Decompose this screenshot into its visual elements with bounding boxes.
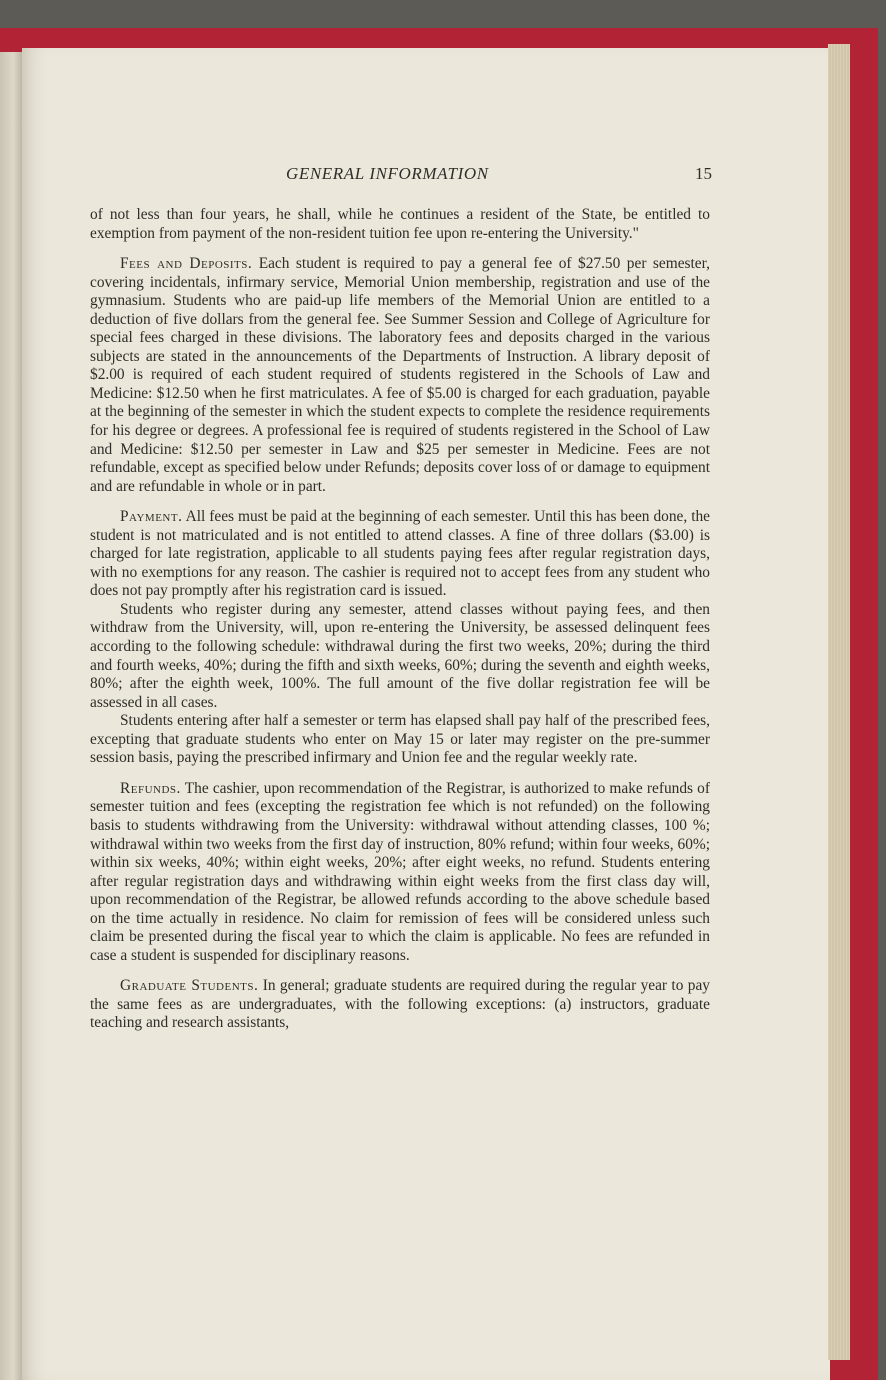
paragraph-payment [90, 508, 710, 601]
page-number: 15 [695, 164, 712, 183]
section-heading: Payment. [120, 508, 183, 526]
facing-page-edge [0, 52, 22, 1380]
paragraph-text: Each student is required to pay a general fee of $27.50 per semester, covering incidentals, infirmary service, Memorial Union membership, registration and use of the gymnasium. Students who are paid-up life members of the Memorial Union are entitled to a deduction of five dollars from the general fee. See Summer Session and College of Agriculture for special fees charged in these divisions. The laboratory fees and deposits charged in the various subjects are stated in the announcements of the Departments of Instruction. A library deposit of $2.00 is required of each student required of students registered in the Schools of Law and Medicine: $12.50 when he first matriculates. A fee of $5.00 is charged for each graduation, payable at the beginning of the semester in which the student expects to complete the residence requirements for his degree or degrees. A professional fee is required of students registered in the School of Law and Medicine: $12.50 per semester in Law and $25 per semester in Medicine. Fees are not refundable, except as specified below under Refunds; deposits cover loss of or damage to equipment and are refundable in whole or in part. [90, 255, 710, 495]
paragraph-text: All fees must be paid at the beginning of each semester. Until this has been done, the student is not matriculated and is not entitled to attend classes. A fine of three dollars ($3.00) is charged for late registration, applicable to all students paying fees after regular registration days, with no exemptions for any reason. The cashier is required not to accept fees from any student who does not pay promptly after his registration card is issued. [90, 508, 711, 600]
section-heading: Refunds. [120, 779, 181, 797]
section-heading: Fees and Deposits. [120, 255, 253, 273]
page-header [90, 164, 712, 188]
paragraph-text: In general; graduate students are required during the regular year to pay the same fees as are undergraduates, with the following exceptions: (a) instructors, graduate teaching and research assistants, [90, 977, 711, 1032]
paragraph-text: of not less than four years, he shall, while he continues a resident of the State, be entitled to exemption from payment of the non-resident tuition fee upon re-entering the University." [90, 206, 710, 242]
paragraph-late-entry [90, 712, 710, 768]
paragraph-refunds [90, 780, 710, 965]
paragraph-fees-and-deposits [90, 255, 710, 496]
paragraph-delinquent-fees [90, 601, 710, 712]
section-heading: Graduate Students. [120, 977, 259, 995]
paragraph-text: Students who register during any semester, attend classes without paying fees, and then withdraw from the University, will, upon re-entering the University, be assessed delinquent fees according to the following schedule: withdrawal during the first two weeks, 20%; during the third and fourth weeks, 40%; during the fifth and sixth weeks, 60%; during the seventh and eighth weeks, 80%; after the eighth week, 100%. The full amount of the five dollar registration fee will be assessed in all cases. [90, 600, 710, 711]
paragraph-text: Students entering after half a semester or term has elapsed shall pay half of the prescribed fees, excepting that graduate students who enter on May 15 or later may register on the pre-summer session basis, paying the prescribed infirmary and Union fee and the regular weekly rate. [90, 712, 710, 767]
running-head: GENERAL INFORMATION [286, 164, 489, 183]
paragraph-text: The cashier, upon recommendation of the Registrar, is authorized to make refunds of semester tuition and fees (excepting the registration fee which is not refunded) on the following basis to students withdrawing from the University: withdrawal without attending classes, 100 %; withdrawal within two weeks from the first day of instruction, 80% refund; within four weeks, 60%; within six weeks, 40%; within eight weeks, 20%; after eight weeks, no refund. Students entering after regular registration days and withdrawing within eight weeks from the first class day will, upon recommendation of the Registrar, be allowed refunds according to the above schedule based on the time actually in residence. No claim for remission of fees will be considered unless such claim be presented during the fiscal year to which the claim is applicable. No fees are refunded in case a student is suspended for disciplinary reasons. [90, 779, 710, 964]
body-text [90, 206, 710, 1033]
page-block-edge [828, 44, 850, 1360]
paragraph-graduate-students [90, 977, 710, 1033]
paragraph-continuation [90, 206, 710, 243]
